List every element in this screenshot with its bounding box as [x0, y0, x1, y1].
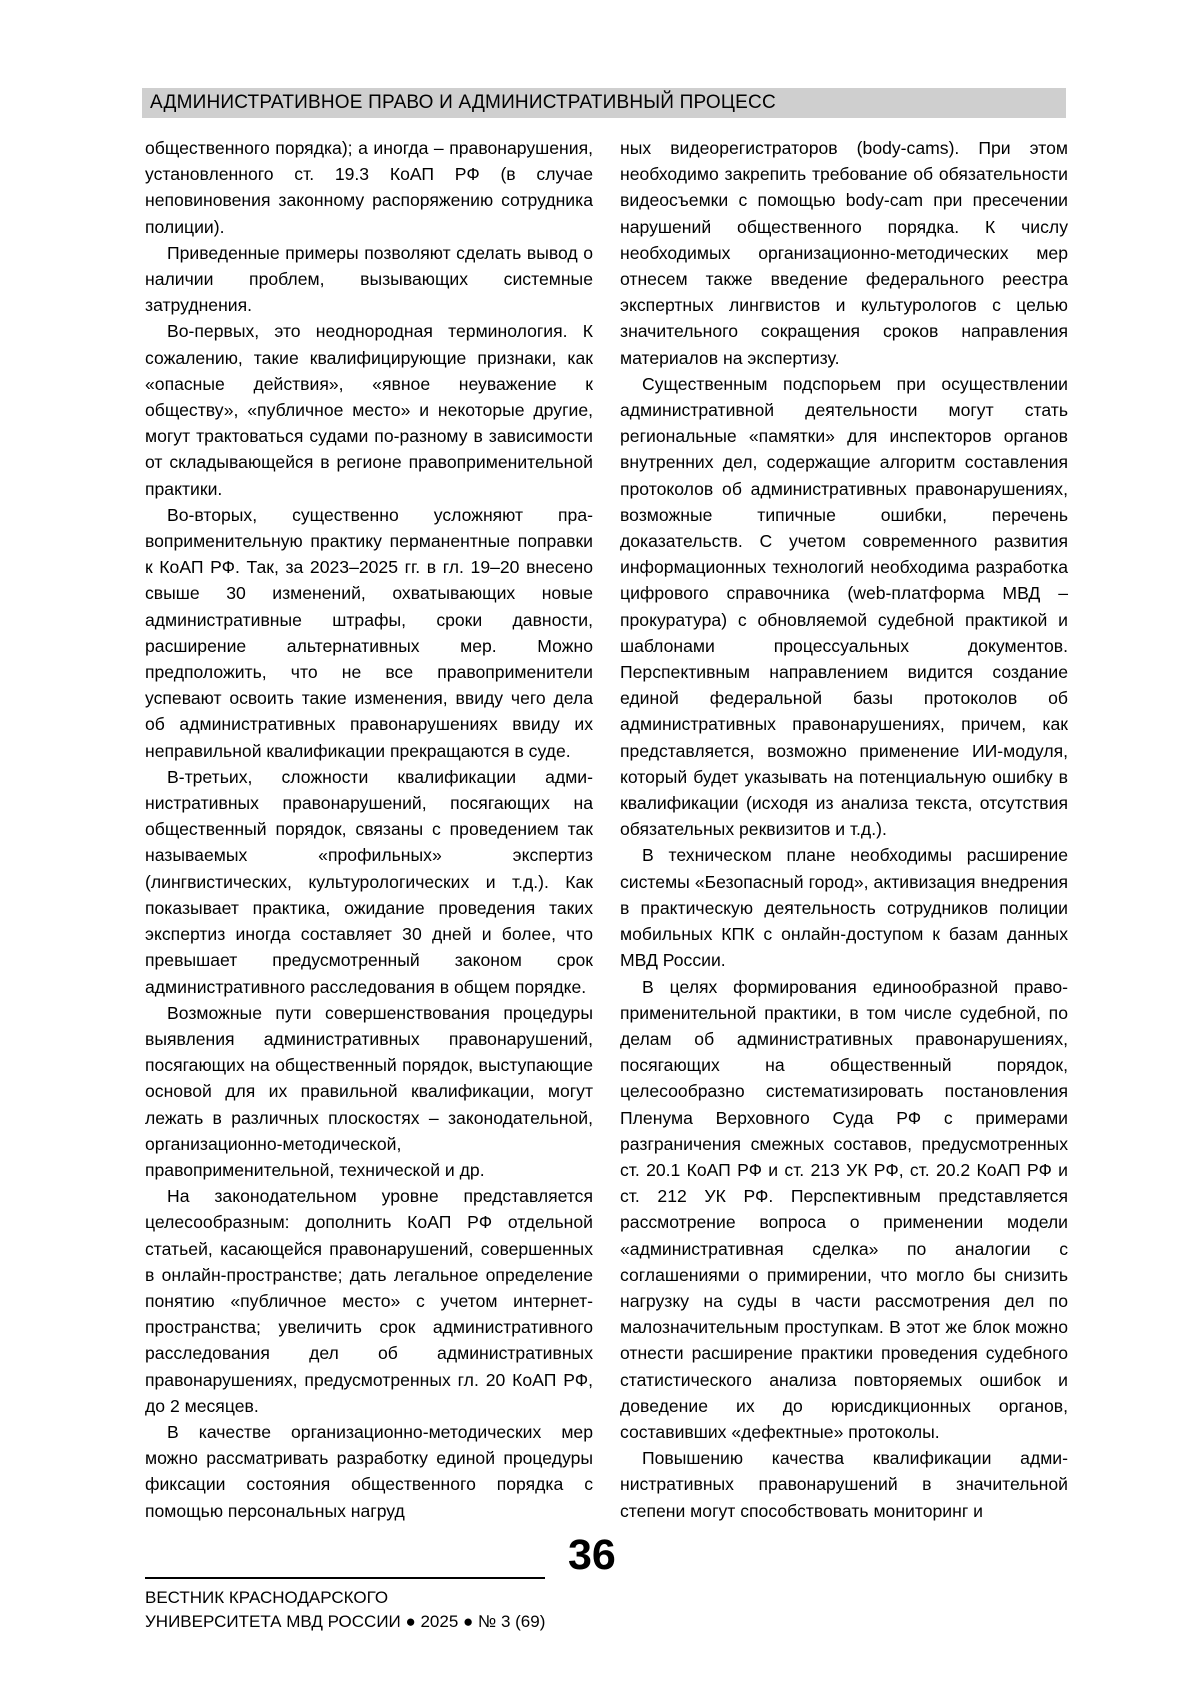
journal-title-line-1: ВЕСТНИК КРАСНОДАРСКОГО [145, 1588, 389, 1607]
paragraph: Существенным подспорьем при осуществлении административной деятельности могут стать региональные «памятки» для инспекторов органов внутренних дел, содержащие алгоритм составления протоколов об административных правонарушениях, возможные типичные ошибки, перечень доказательств. С учетом современного развития информационных технологий необходима разработка цифрового справочника (web-платформа МВД – прокуратура) с обновляемой судебной практикой и шаблонами процессуальных документов. Перспективным направлением видится создание единой федеральной базы протоколов об административных правонарушениях, причем, как представляется, возможно применение ИИ-модуля, который будет указывать на потенциальную ошибку в квалификации (исходя из анализа текста, отсутствия обязательных реквизитов и т.д.). [620, 373, 1068, 840]
left-column [145, 135, 593, 1524]
journal-title [145, 1586, 545, 1634]
journal-title-line-2: УНИВЕРСИТЕТА МВД РОССИИ ● 2025 ● № 3 (69) [145, 1612, 546, 1631]
page-number: 36 [568, 1531, 616, 1579]
paragraph: ных видеорегистраторов (body-cams). При этом необходимо закрепить требование об обязательности видеосъемки с помощью body-cam при пресечении нарушений общественного порядка. К числу необходимых организационно-методических мер отнесем также введение федерального реестра экспертных лингвистов и культурологов с целью значительного сокращения сроков направления материалов на экспертизу. [620, 138, 1068, 368]
paragraph: Повышению качества квалификации административных правонарушений в значительной степени могут способствовать мониторинг и [620, 1448, 1068, 1521]
paragraph: В целях формирования единообразной правоприменительной практики, в том числе судебной, по делам об административных правонарушениях, посягающих на общественный порядок, целесообразно систематизировать постановления Пленума Верховного Суда РФ с примерами разграничения смежных составов, предусмотренных ст. 20.1 КоАП РФ и ст. 213 УК РФ, ст. 20.2 КоАП РФ и ст. 212 УК РФ. Перспективным представляется рассмотрение вопроса о применении модели «административная сделка» по аналогии с соглашениями о примирении, что могло бы снизить нагрузку на суды в части рассмотрения дел по малозначительным проступкам. В этот же блок можно отнести расширение практики проведения судебного статистического анализа повторяемых ошибок и доведение их до юрисдикционных органов, составивших «дефектные» протоколы. [620, 976, 1068, 1442]
paragraph: В качестве организационно-методических мер можно рассматривать разработку единой процедуры фиксации состояния общественного порядка с помощью персональных нагруд [145, 1421, 593, 1521]
paragraph: Возможные пути совершенствования процедуры выявления административных правонарушений, посягающих на общественный порядок, выступающие основой для их правильной квалификации, могут лежать в различных плоскостях – законодательной, организационно-методической, правоприменительной, технической и др. [145, 1002, 593, 1180]
paragraph: общественного порядка); а иногда – правонарушения, установленного ст. 19.3 КоАП РФ (в случае неповиновения законному распоряжению сотрудника полиции). [145, 138, 593, 237]
paragraph: Приведенные примеры позволяют сделать вывод о наличии проблем, вызывающих системные затруднения. [145, 242, 593, 316]
paragraph: В техническом плане необходимы расширение системы «Безопасный город», активизация внедрения в практическую деятельность сотрудников полиции мобильных КПК с онлайн-доступом к базам данных МВД России. [620, 845, 1068, 971]
paragraph: На законодательном уровне представляется целесообразным: дополнить КоАП РФ отдельной статьей, касающейся правонарушений, совершенных в онлайн-пространстве; дать легальное определение понятию «публичное место» с учетом интернет-пространства; увеличить срок административного расследования дел об административных правонарушениях, предусмотренных гл. 20 КоАП РФ, до 2 месяцев. [145, 1186, 593, 1416]
paragraph: Во-вторых, существенно усложняют правоприменительную практику перманентные поправки к КоАП РФ. Так, за 2023–2025 гг. в гл. 19–20 внесено свыше 30 изменений, охватывающих новые административные штрафы, сроки давности, расширение альтернативных мер. Можно предположить, что не все правоприменители успевают освоить такие изменения, ввиду чего дела об административных правонарушениях ввиду их неправильной квалификации прекращаются в суде. [145, 504, 593, 761]
paragraph: В-третьих, сложности квалификации административных правонарушений, посягающих на общественный порядок, связаны с проведением так называемых «профильных» экспертиз (лингвистических, культурологических и т.д.). Как показывает практика, ожидание проведения таких экспертиз иногда составляет 30 дней и более, что превышает предусмотренный законом срок административного расследования в общем порядке. [145, 766, 593, 997]
section-title: АДМИНИСТРАТИВНОЕ ПРАВО И АДМИНИСТРАТИВНЫЙ ПРОЦЕСС [150, 92, 776, 113]
right-column [620, 135, 1068, 1524]
paragraph: Во-первых, это неоднородная терминология. К сожалению, такие квалифицирующие признаки, как «опасные действия», «явное неуважение к обществу», «публичное место» и некоторые другие, могут трактоваться судами по-разному в зависимости от складывающейся в регионе правоприменительной практики. [145, 321, 593, 499]
footer-divider [145, 1577, 545, 1579]
